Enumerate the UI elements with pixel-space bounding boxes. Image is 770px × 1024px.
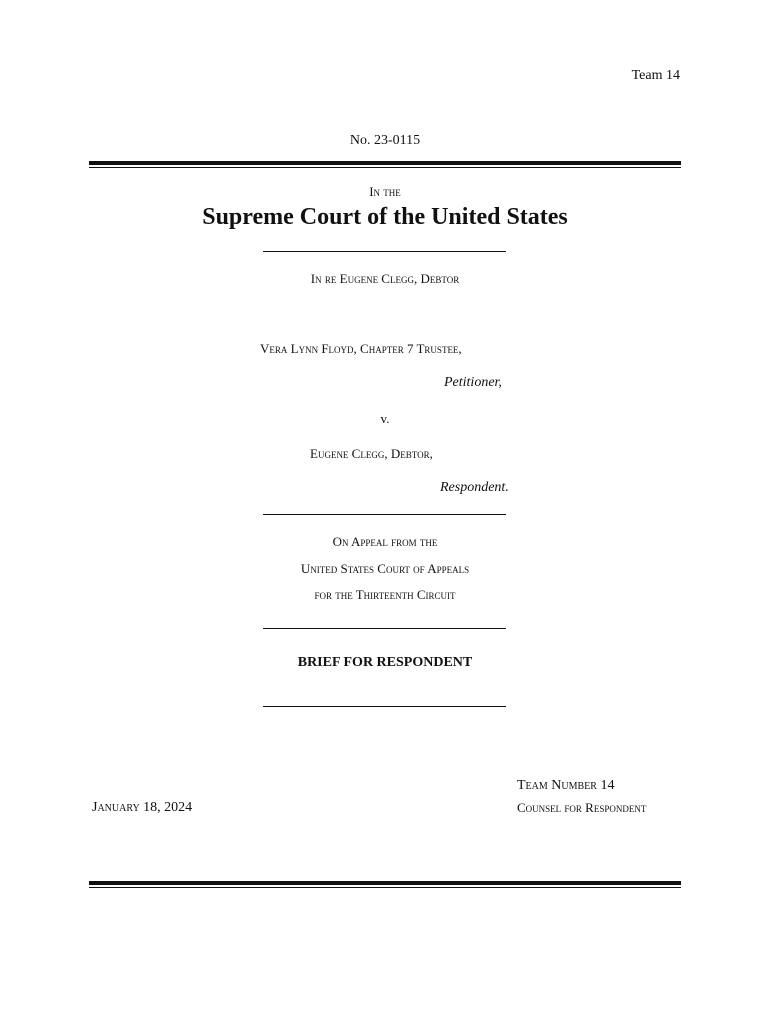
in-re-caption: In re Eugene Clegg, Debtor <box>310 271 460 286</box>
bottom-double-rule <box>89 881 681 888</box>
docket-number: No. 23-0115 <box>349 133 421 148</box>
counsel-label: Counsel for Respondent <box>517 800 647 815</box>
team-number: Team Number 14 <box>517 778 615 793</box>
petitioner-name: Vera Lynn Floyd, Chapter 7 Trustee, <box>260 341 462 356</box>
petitioner-role: Petitioner, <box>444 375 502 390</box>
rule-1 <box>263 251 506 252</box>
team-tag: Team 14 <box>631 68 680 83</box>
appeal-line-1: On Appeal from the <box>332 534 438 549</box>
respondent-role: Respondent. <box>440 480 509 495</box>
respondent-name: Eugene Clegg, Debtor, <box>310 446 433 461</box>
in-the-label: In the <box>369 184 401 199</box>
brief-title: BRIEF FOR RESPONDENT <box>297 655 473 670</box>
court-name: Supreme Court of the United States <box>202 204 568 230</box>
rule-4 <box>263 706 506 707</box>
appeal-line-3: for the Thirteenth Circuit <box>314 587 456 602</box>
top-double-rule <box>89 161 681 168</box>
appeal-line-2: United States Court of Appeals <box>300 561 470 576</box>
versus: v. <box>380 411 390 426</box>
rule-3 <box>263 628 506 629</box>
rule-2 <box>263 514 506 515</box>
brief-date: January 18, 2024 <box>92 800 193 815</box>
